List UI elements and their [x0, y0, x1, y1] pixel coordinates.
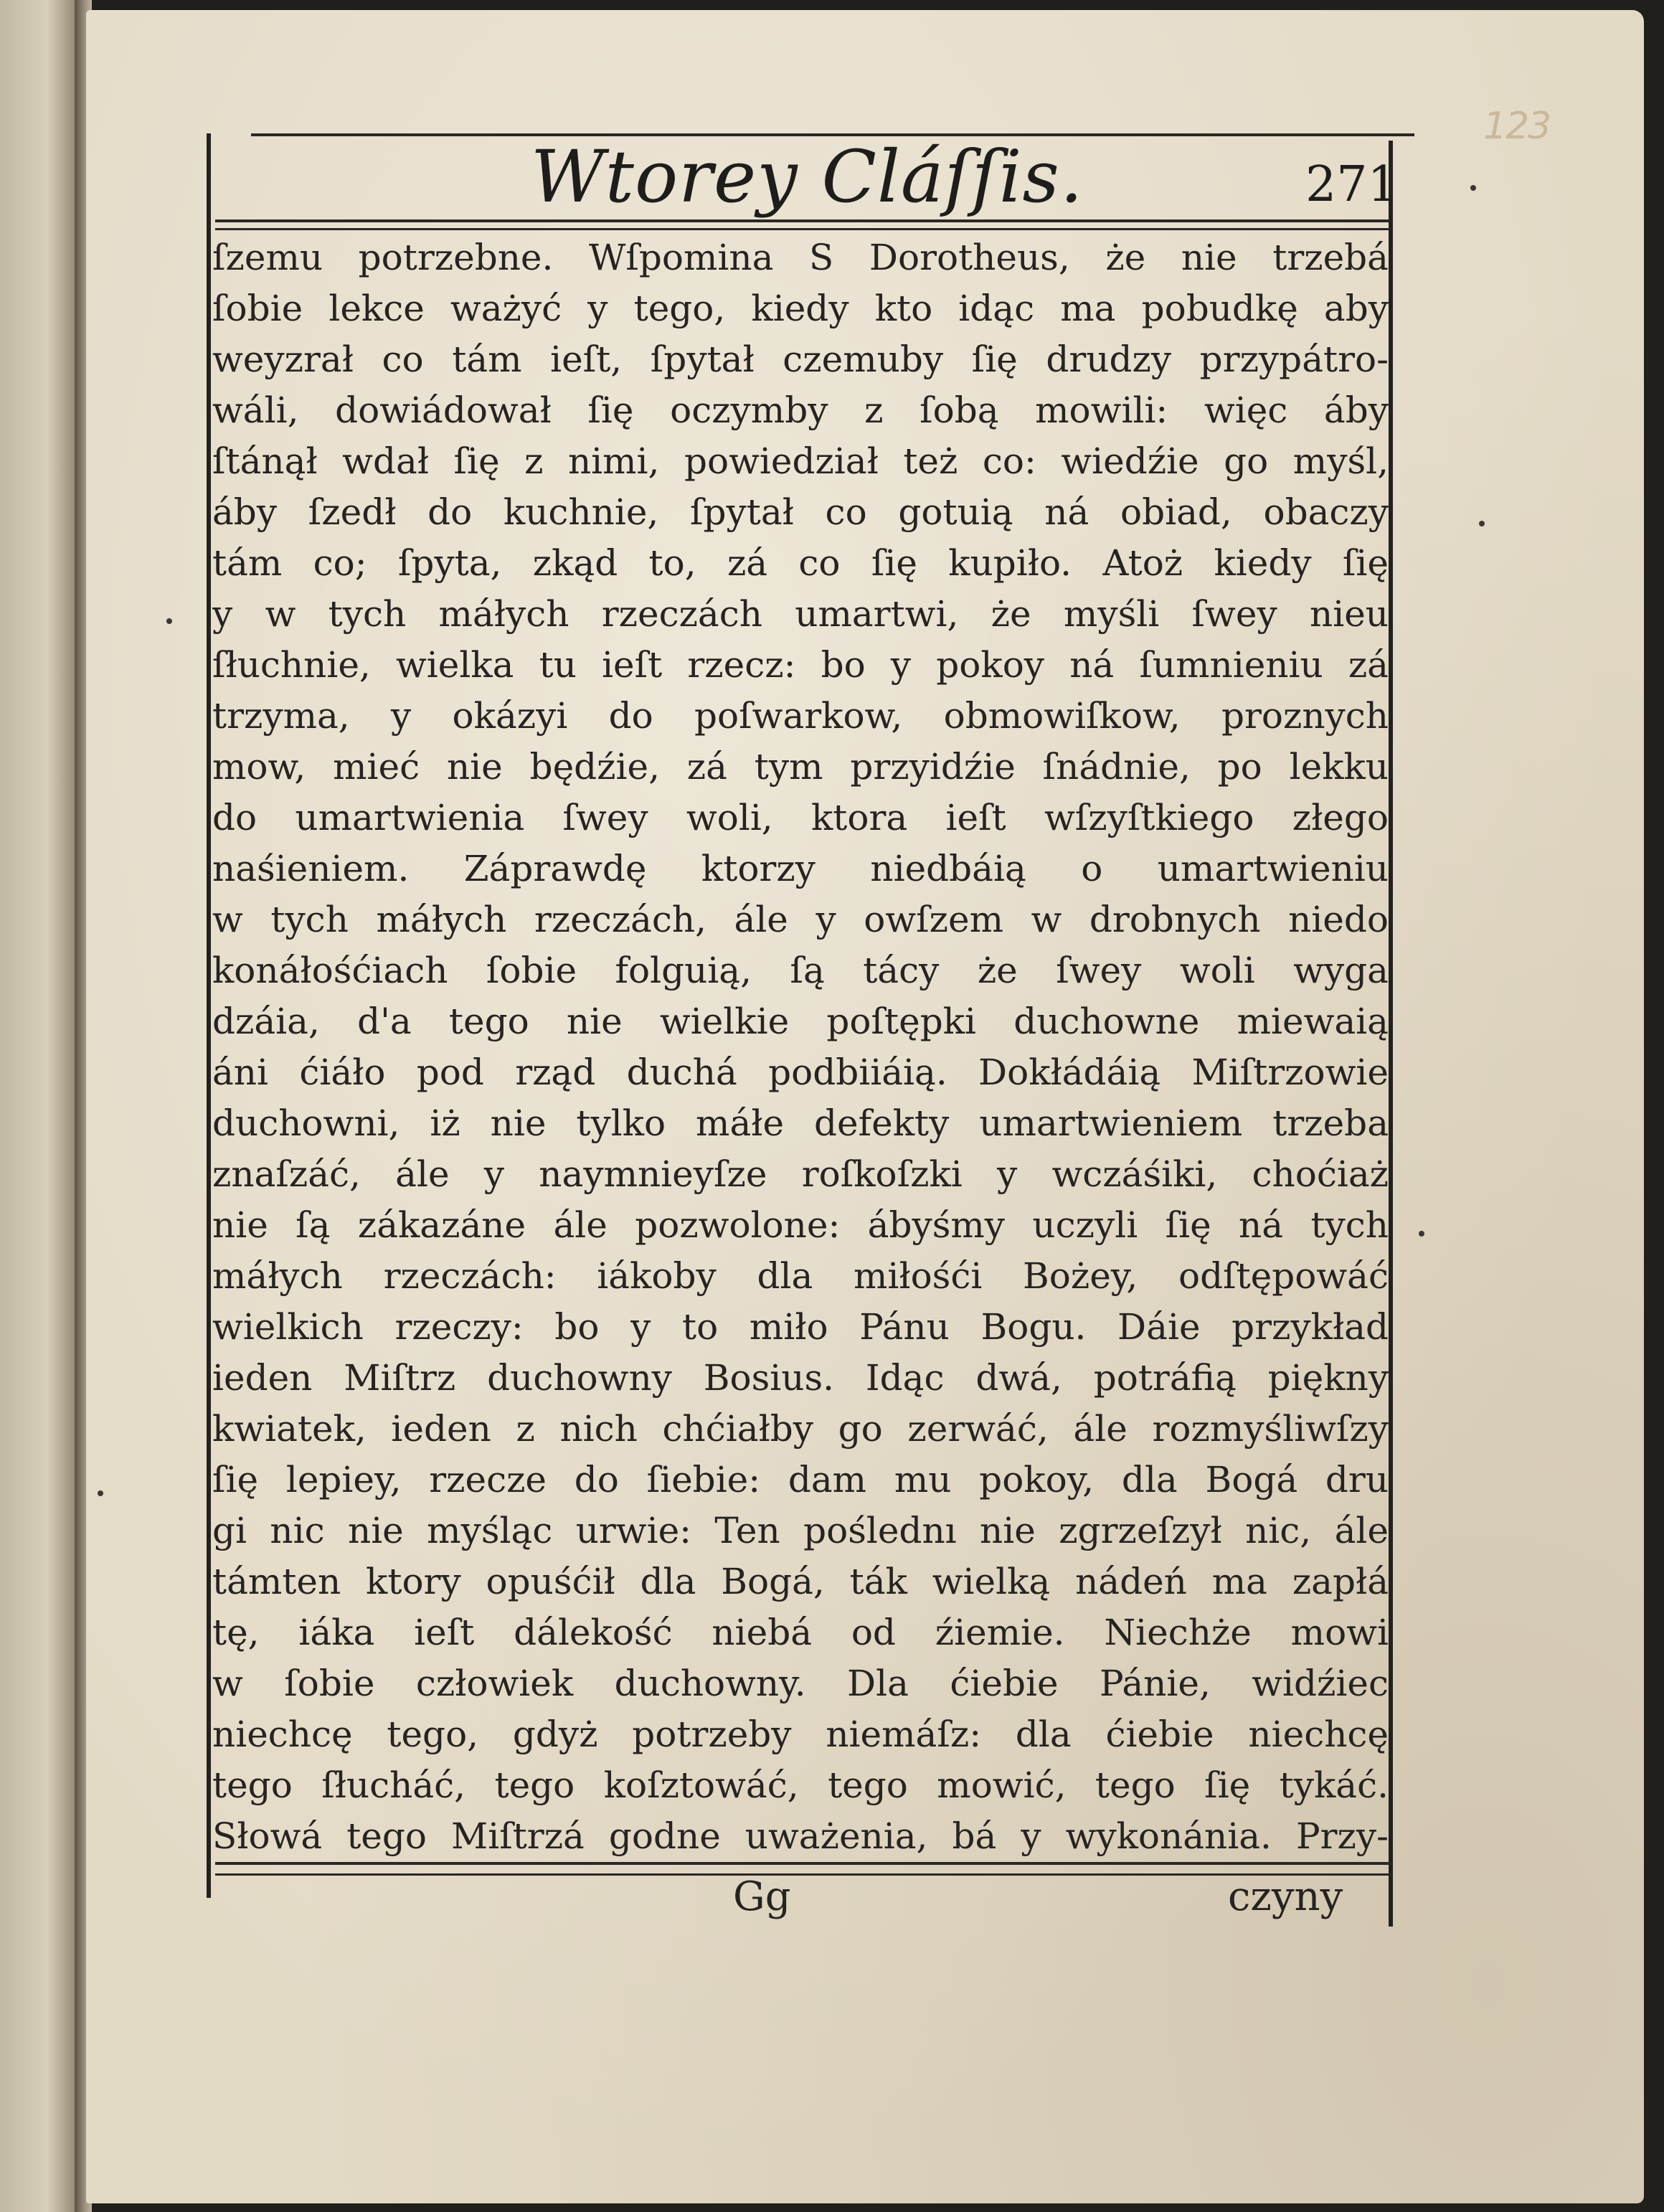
text-line: máłych rzeczách: iákoby dla miłośći Bożey, odſtępowáć [212, 1255, 1389, 1297]
text-line: ſłuchnie, wielka tu ieſt rzecz: bo y pokoy ná ſumnieniu zá [212, 644, 1389, 686]
text-line: tám co; ſpyta, zkąd to, zá co ſię kupiło. Atoż kiedy ſię [212, 542, 1389, 584]
text-line: duchowni, iż nie tylko máłe defekty umartwieniem trzeba [212, 1102, 1389, 1144]
text-line: ſobie lekce ważyć y tego, kiedy kto idąc ma pobudkę aby [212, 288, 1389, 329]
text-line: mow, mieć nie będźie, zá tym przyidźie ſnádnie, po lekku [212, 746, 1389, 788]
text-line: ſtánął wdał ſię z nimi, powiedział też co: wiedźie go myśl, [212, 440, 1389, 482]
margin-speck [1419, 1231, 1424, 1237]
text-line: w ſobie człowiek duchowny. Dla ćiebie Pánie, widźiec [212, 1663, 1389, 1704]
header-rule-inner [215, 228, 1390, 230]
text-line: ſzemu potrzebne. Wſpomina S Dorotheus, że nie trzebá [212, 237, 1389, 278]
text-line: áby ſzedł do kuchnie, ſpytał co gotuią ná obiad, obaczy [212, 491, 1389, 533]
text-line: znaſzáć, ále y naymnieyſze roſkoſzki y wczáśiki, choćiaż [212, 1153, 1389, 1195]
margin-speck [1470, 185, 1476, 191]
handwritten-folio-number: 123 [1483, 105, 1551, 148]
running-head: Wtorey Cláſſis. [531, 135, 1084, 219]
frame-rule-right [1389, 141, 1393, 1927]
text-line: ſię lepiey, rzecze do ſiebie: dam mu pokoy, dla Bogá dru [212, 1459, 1389, 1500]
header-rule [215, 219, 1390, 222]
text-line: weyzrał co tám ieſt, ſpytał czemuby ſię drudzy przypátro- [212, 339, 1389, 380]
text-line: áni ćiáło pod rząd duchá podbiiáią. Dokłádáią Miſtrzowie [212, 1051, 1389, 1093]
text-line: tę, iáka ieſt dálekość niebá od źiemie. Niechże mowi [212, 1612, 1389, 1653]
text-line: dzáia, d'a tego nie wielkie poſtępki duchowne miewaią [212, 1001, 1389, 1042]
text-line: trzyma, y okázyi do poſwarkow, obmowiſkow, proznych [212, 695, 1389, 737]
text-line: ieden Miſtrz duchowny Bosius. Idąc dwá, potráfią piękny [212, 1357, 1389, 1399]
catchword: czyny [1228, 1873, 1343, 1920]
text-line: nie ſą zákazáne ále pozwolone: ábyśmy uczyli ſię ná tych [212, 1204, 1389, 1246]
margin-speck [166, 618, 172, 624]
margin-speck [1479, 521, 1485, 526]
text-line: gi nic nie myśląc urwie: Ten poślednı nie zgrzeſzył nic, ále [212, 1510, 1389, 1551]
margin-speck [98, 1490, 103, 1496]
text-line: wielkich rzeczy: bo y to miło Pánu Bogu. Dáie przykład [212, 1306, 1389, 1348]
text-line: konáłośćiach ſobie folguią, ſą tácy że ſwey woli wyga [212, 950, 1389, 991]
text-line: niechcę tego, gdyż potrzeby niemáſz: dla ćiebie niechcę [212, 1714, 1389, 1755]
text-line: támten ktory opuśćił dla Bogá, ták wielką nádeń ma zapłá [212, 1561, 1389, 1602]
facing-page-edge [0, 0, 79, 2212]
footer-rule-inner [215, 1873, 1391, 1876]
text-line: y w tych máłych rzeczách umartwi, że myśli ſwey nieu [212, 593, 1389, 635]
text-line: w tych máłych rzeczách, ále y owſzem w drobnych niedo [212, 899, 1389, 940]
text-line: kwiatek, ieden z nich chćiałby go zerwáć, ále rozmyśliwſzy [212, 1408, 1389, 1450]
footer-rule [215, 1862, 1391, 1865]
text-line: tego ſłucháć, tego koſztowáć, tego mowić, tego ſię tykáć. [212, 1764, 1389, 1806]
page-number: 271 [1305, 156, 1399, 213]
signature-mark: Gg [733, 1873, 791, 1920]
frame-rule-left [207, 133, 211, 1898]
text-line: Słowá tego Miſtrzá godne uważenia, bá y wykonánia. Przy- [212, 1815, 1389, 1857]
text-line: do umartwienia ſwey woli, ktora ieſt wſzyſtkiego złego [212, 797, 1389, 838]
text-line: wáli, dowiádował ſię oczymby z ſobą mowili: więc áby [212, 389, 1389, 431]
body-text [212, 232, 1389, 1862]
text-line: naśieniem. Záprawdę ktorzy niedbáią o umartwieniu [212, 848, 1389, 889]
